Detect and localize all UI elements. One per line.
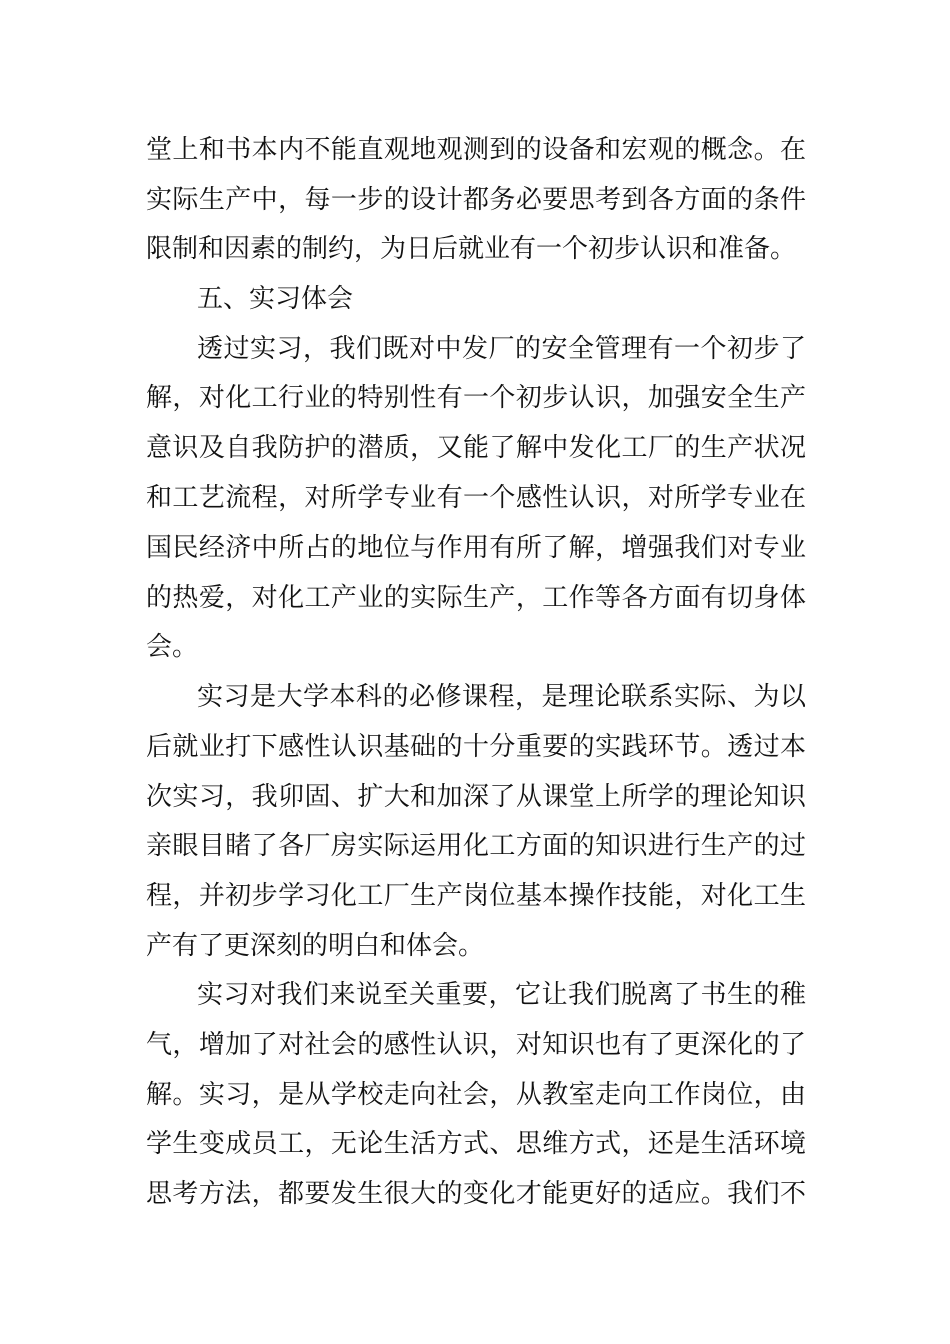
text-line: 后就业打下感性认识基础的十分重要的实践环节。透过本 <box>146 732 806 762</box>
text-line: 会。 <box>146 632 199 662</box>
text-line: 实际生产中，每一步的设计都务必要思考到各方面的条件 <box>146 185 806 215</box>
text-line: 堂上和书本内不能直观地观测到的设备和宏观的概念。在 <box>146 135 806 165</box>
text-line: 实习对我们来说至关重要，它让我们脱离了书生的稚 <box>197 980 806 1010</box>
text-line: 解。实习，是从学校走向社会，从教室走向工作岗位，由 <box>146 1080 806 1110</box>
text-line: 意识及自我防护的潜质，又能了解中发化工厂的生产状况 <box>146 433 806 463</box>
text-line: 的热爱，对化工产业的实际生产，工作等各方面有切身体 <box>146 583 806 613</box>
text-line: 产有了更深刻的明白和体会。 <box>146 931 485 961</box>
text-line: 解，对化工行业的特别性有一个初步认识，加强安全生产 <box>146 383 806 413</box>
text-line: 程，并初步学习化工厂生产岗位基本操作技能，对化工生 <box>146 881 806 911</box>
text-line: 亲眼目睹了各厂房实际运用化工方面的知识进行生产的过 <box>146 831 806 861</box>
section-heading: 五、实习体会 <box>197 284 354 314</box>
text-line: 透过实习，我们既对中发厂的安全管理有一个初步了 <box>197 334 806 364</box>
text-line: 国民经济中所占的地位与作用有所了解，增强我们对专业 <box>146 533 806 563</box>
text-line: 实习是大学本科的必修课程，是理论联系实际、为以 <box>197 682 806 712</box>
text-line: 和工艺流程，对所学专业有一个感性认识，对所学专业在 <box>146 483 806 513</box>
text-line: 思考方法，都要发生很大的变化才能更好的适应。我们不 <box>146 1179 806 1209</box>
text-line: 气，增加了对社会的感性认识，对知识也有了更深化的了 <box>146 1030 806 1060</box>
text-line: 学生变成员工，无论生活方式、思维方式，还是生活环境 <box>146 1129 806 1159</box>
text-line: 限制和因素的制约，为日后就业有一个初步认识和准备。 <box>146 234 797 264</box>
text-line: 次实习，我卯固、扩大和加深了从课堂上所学的理论知识 <box>146 782 806 812</box>
